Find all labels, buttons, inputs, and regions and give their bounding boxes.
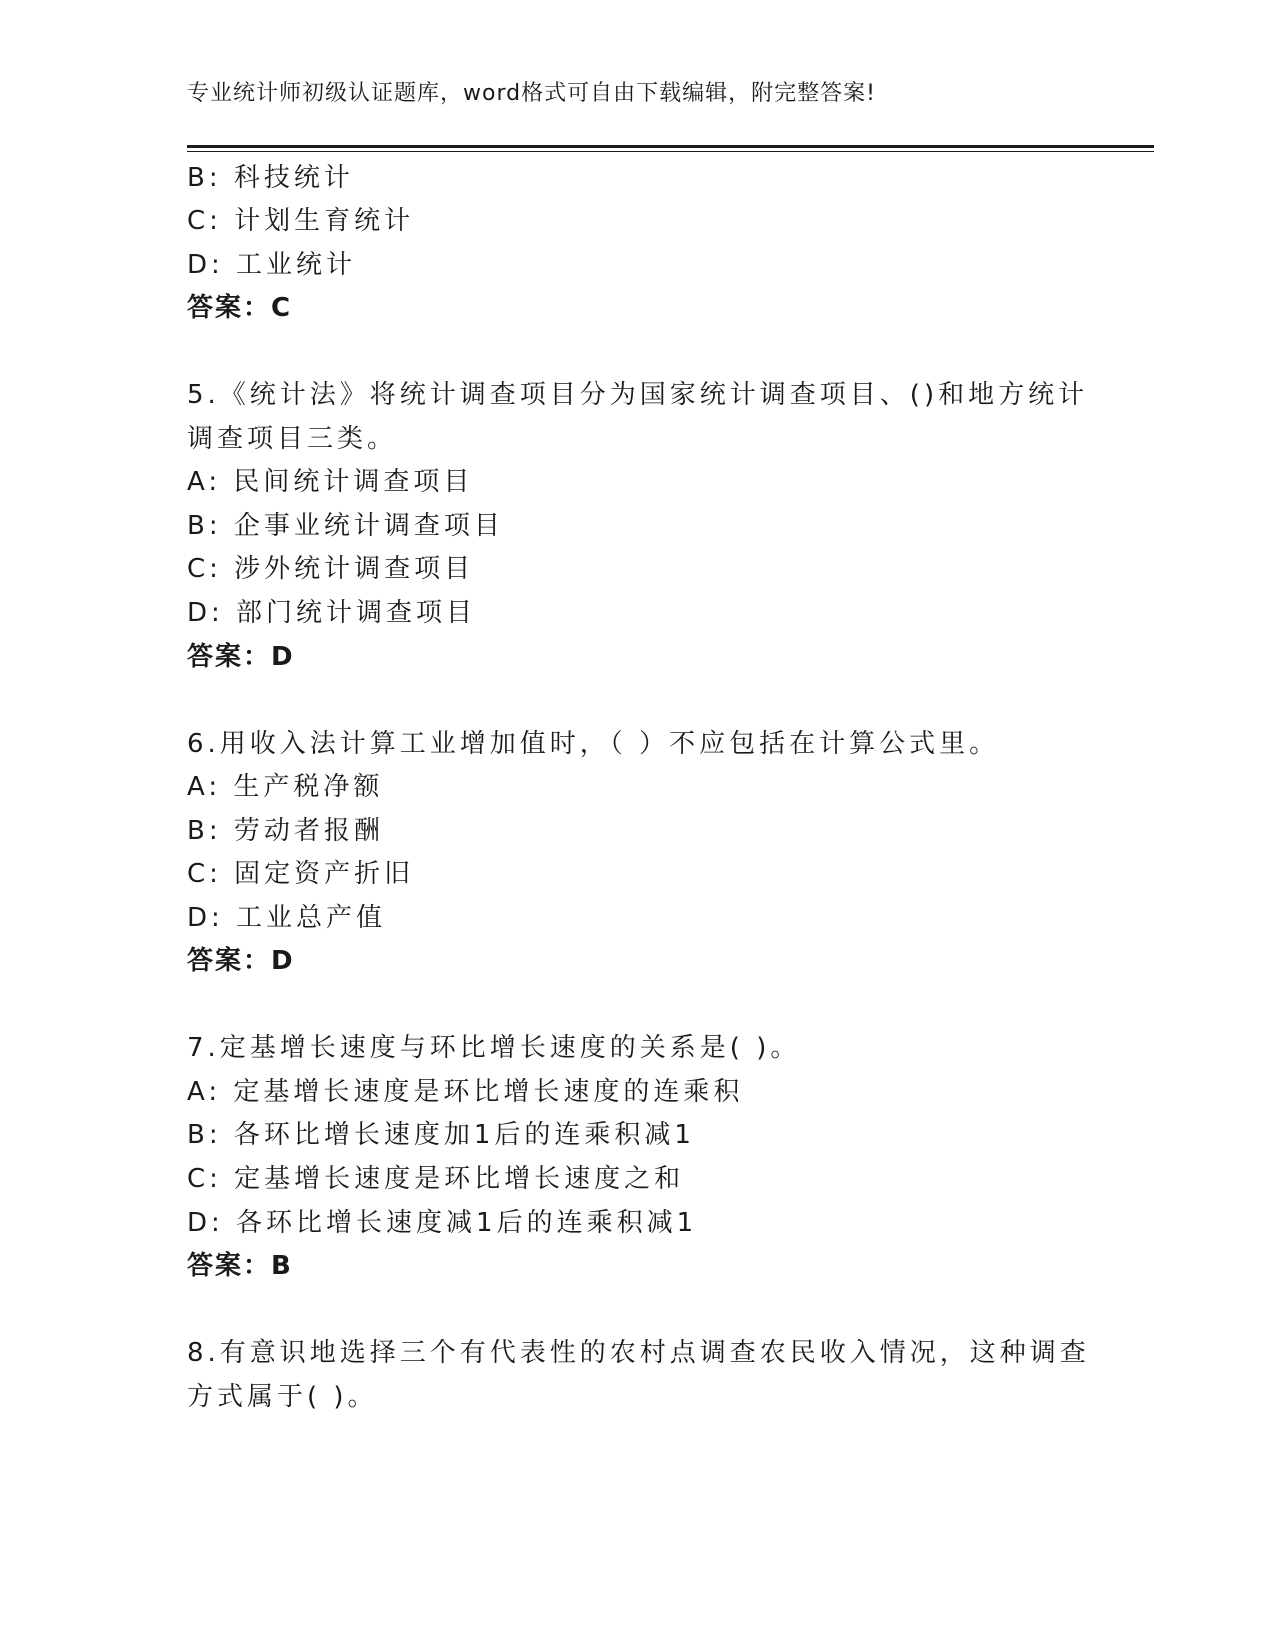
- question-8-stem-line1: 8.有意识地选择三个有代表性的农村点调查农民收入情况，这种调查: [187, 1338, 1090, 1368]
- question-7-answer: 答案：B: [187, 1251, 293, 1281]
- question-7-option-c: C: 定基增长速度是环比增长速度之和: [187, 1164, 685, 1194]
- option-c: C: 计划生育统计: [187, 206, 415, 236]
- answer-label: 答案：C: [187, 293, 293, 323]
- question-6-option-c: C: 固定资产折旧: [187, 859, 415, 889]
- question-5-option-d: D: 部门统计调查项目: [187, 598, 477, 628]
- option-b: B: 科技统计: [187, 163, 354, 193]
- header-divider-thick: [187, 145, 1154, 148]
- question-5-option-a: A: 民间统计调查项目: [187, 467, 474, 497]
- question-5-stem-line2: 调查项目三类。: [187, 424, 398, 454]
- question-6-option-a: A: 生产税净额: [187, 772, 384, 802]
- header-divider-thin: [187, 151, 1154, 152]
- question-7-option-a: A: 定基增长速度是环比增长速度的连乘积: [187, 1077, 744, 1107]
- question-6-stem-line1: 6.用收入法计算工业增加值时，（ ）不应包括在计算公式里。: [187, 729, 1000, 759]
- question-6-answer: 答案：D: [187, 946, 295, 976]
- question-7-option-b: B: 各环比增长速度加1后的连乘积减1: [187, 1120, 695, 1150]
- question-6-option-d: D: 工业总产值: [187, 903, 387, 933]
- question-8-stem-line2: 方式属于( )。: [187, 1382, 378, 1412]
- question-5-stem-line1: 5.《统计法》将统计调查项目分为国家统计调查项目、()和地方统计: [187, 380, 1089, 410]
- option-d: D: 工业统计: [187, 250, 357, 280]
- question-7-option-d: D: 各环比增长速度减1后的连乘积减1: [187, 1208, 698, 1238]
- page-header-text: 专业统计师初级认证题库，word格式可自由下载编辑，附完整答案!: [187, 81, 876, 106]
- question-7-stem-line1: 7.定基增长速度与环比增长速度的关系是( )。: [187, 1033, 801, 1063]
- question-5-option-b: B: 企事业统计调查项目: [187, 511, 504, 541]
- question-6-option-b: B: 劳动者报酬: [187, 816, 384, 846]
- question-5-answer: 答案：D: [187, 642, 295, 672]
- question-5-option-c: C: 涉外统计调查项目: [187, 554, 475, 584]
